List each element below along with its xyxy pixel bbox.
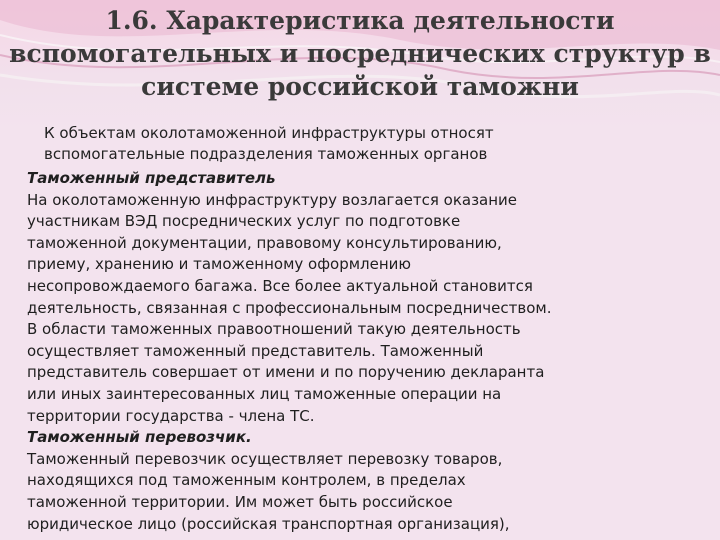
- paragraph-line: территории государства - члена ТС.: [27, 406, 315, 425]
- paragraph-line: Таможенный перевозчик осуществляет перевозку товаров,: [27, 449, 503, 468]
- slide-body: [27, 168, 707, 535]
- paragraph-line: приему, хранению и таможенному оформлению: [27, 255, 412, 274]
- slide-title-line: 1.6. Характеристика деятельности: [105, 6, 615, 35]
- paragraph-line: В области таможенных правоотношений такую деятельность: [27, 320, 521, 339]
- paragraph-line: таможенной территории. Им может быть российское: [27, 492, 453, 511]
- paragraph-line: представитель совершает от имени и по поручению декларанта: [27, 363, 545, 382]
- paragraph-line: находящихся под таможенным контролем, в пределах: [27, 471, 466, 490]
- slide-title-line: вспомогательных и посреднических структур в: [9, 39, 711, 68]
- intro-paragraph: [44, 123, 664, 165]
- section-heading-customs-representative: Таможенный представитель: [27, 169, 276, 187]
- paragraph-line: деятельность, связанная с профессиональным посредничеством.: [27, 298, 552, 317]
- paragraph-line: юридическое лицо (российская транспортная организация),: [27, 514, 510, 533]
- paragraph-line: или иных заинтересованных лиц таможенные операции на: [27, 384, 502, 403]
- intro-line: вспомогательные подразделения таможенных органов: [44, 145, 488, 163]
- slide-title-line: системе российской таможни: [141, 72, 579, 101]
- slide-title: [0, 4, 720, 103]
- section-heading-customs-carrier: Таможенный перевозчик.: [27, 428, 252, 447]
- paragraph-line: несопровождаемого багажа. Все более актуальной становится: [27, 276, 533, 295]
- paragraph-line: участникам ВЭД посреднических услуг по подготовке: [27, 212, 461, 231]
- paragraph-line: таможенной документации, правовому консультированию,: [27, 233, 502, 252]
- paragraph-line: осуществляет таможенный представитель. Таможенный: [27, 341, 484, 360]
- paragraph-line: На околотаможенную инфраструктуру возлагается оказание: [27, 190, 518, 209]
- intro-line: К объектам околотаможенной инфраструктуры относят: [44, 124, 494, 142]
